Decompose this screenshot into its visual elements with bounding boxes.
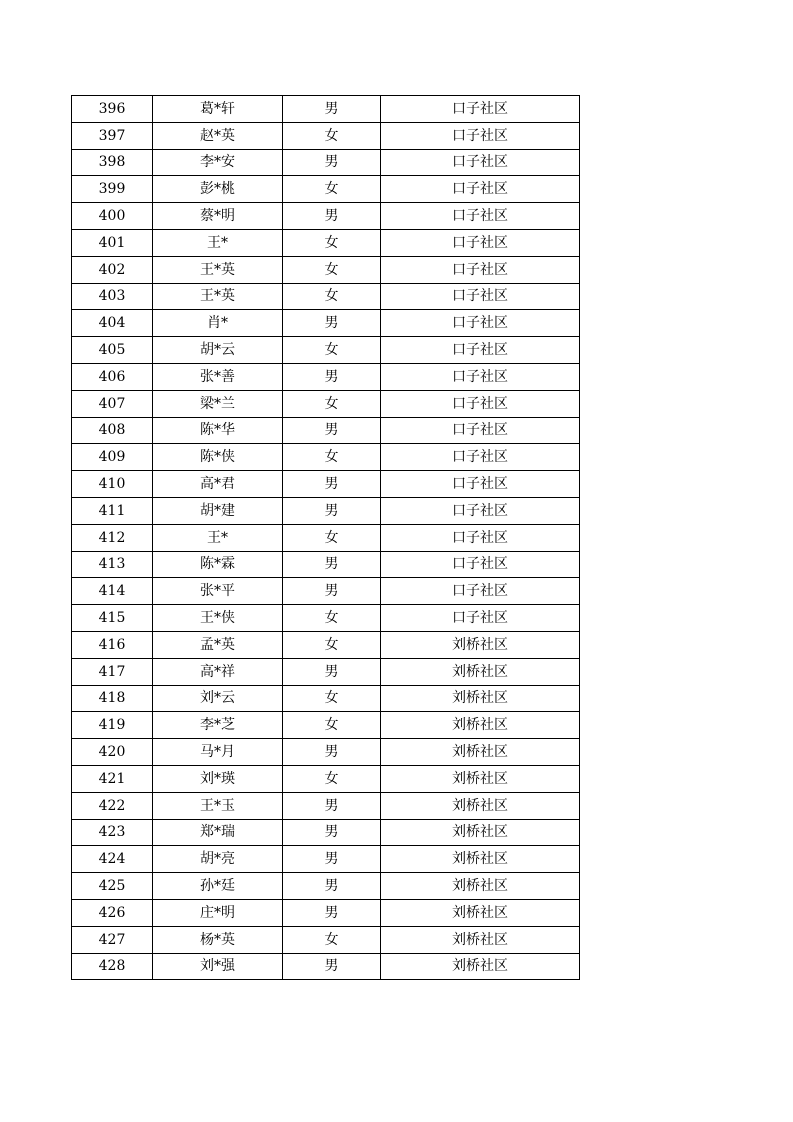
name-cell: 梁*兰 [153, 390, 283, 417]
community-cell: 刘桥社区 [381, 658, 580, 685]
name-cell: 肖* [153, 310, 283, 337]
name-cell: 彭*桃 [153, 176, 283, 203]
name-cell: 蔡*明 [153, 203, 283, 230]
gender-cell: 女 [283, 712, 381, 739]
gender-cell: 男 [283, 497, 381, 524]
name-cell: 王* [153, 524, 283, 551]
community-cell: 口子社区 [381, 149, 580, 176]
gender-cell: 男 [283, 899, 381, 926]
gender-cell: 男 [283, 203, 381, 230]
row-number-cell: 426 [72, 899, 153, 926]
gender-cell: 男 [283, 846, 381, 873]
gender-cell: 男 [283, 551, 381, 578]
table-row [72, 846, 580, 873]
gender-cell: 女 [283, 444, 381, 471]
table-row [72, 203, 580, 230]
table-row [72, 256, 580, 283]
gender-cell: 男 [283, 363, 381, 390]
community-cell: 口子社区 [381, 390, 580, 417]
community-cell: 口子社区 [381, 578, 580, 605]
name-cell: 王* [153, 229, 283, 256]
row-number-cell: 400 [72, 203, 153, 230]
name-cell: 孙*廷 [153, 873, 283, 900]
name-cell: 李*芝 [153, 712, 283, 739]
row-number-cell: 415 [72, 605, 153, 632]
gender-cell: 女 [283, 176, 381, 203]
gender-cell: 女 [283, 631, 381, 658]
name-cell: 庄*明 [153, 899, 283, 926]
row-number-cell: 411 [72, 497, 153, 524]
table-row [72, 417, 580, 444]
gender-cell: 女 [283, 685, 381, 712]
community-cell: 口子社区 [381, 524, 580, 551]
community-cell: 刘桥社区 [381, 765, 580, 792]
community-cell: 口子社区 [381, 229, 580, 256]
row-number-cell: 418 [72, 685, 153, 712]
community-cell: 口子社区 [381, 363, 580, 390]
row-number-cell: 405 [72, 337, 153, 364]
gender-cell: 男 [283, 819, 381, 846]
row-number-cell: 421 [72, 765, 153, 792]
community-cell: 口子社区 [381, 444, 580, 471]
name-cell: 王*英 [153, 256, 283, 283]
table-row [72, 283, 580, 310]
row-number-cell: 413 [72, 551, 153, 578]
row-number-cell: 412 [72, 524, 153, 551]
community-cell: 口子社区 [381, 337, 580, 364]
row-number-cell: 402 [72, 256, 153, 283]
row-number-cell: 401 [72, 229, 153, 256]
table-row [72, 96, 580, 123]
community-cell: 口子社区 [381, 497, 580, 524]
row-number-cell: 404 [72, 310, 153, 337]
row-number-cell: 427 [72, 926, 153, 953]
name-cell: 杨*英 [153, 926, 283, 953]
table-row [72, 310, 580, 337]
row-number-cell: 417 [72, 658, 153, 685]
name-cell: 高*君 [153, 471, 283, 498]
gender-cell: 女 [283, 926, 381, 953]
name-cell: 李*安 [153, 149, 283, 176]
gender-cell: 男 [283, 873, 381, 900]
row-number-cell: 422 [72, 792, 153, 819]
table-row [72, 497, 580, 524]
name-cell: 胡*亮 [153, 846, 283, 873]
gender-cell: 女 [283, 283, 381, 310]
gender-cell: 女 [283, 229, 381, 256]
table-row [72, 390, 580, 417]
name-cell: 胡*建 [153, 497, 283, 524]
row-number-cell: 414 [72, 578, 153, 605]
table-row [72, 873, 580, 900]
row-number-cell: 420 [72, 739, 153, 766]
community-cell: 口子社区 [381, 310, 580, 337]
roster-table [71, 95, 580, 980]
table-row [72, 229, 580, 256]
community-cell: 口子社区 [381, 605, 580, 632]
community-cell: 刘桥社区 [381, 899, 580, 926]
gender-cell: 男 [283, 953, 381, 980]
table-row [72, 363, 580, 390]
table-row [72, 685, 580, 712]
community-cell: 刘桥社区 [381, 873, 580, 900]
table-row [72, 899, 580, 926]
gender-cell: 男 [283, 417, 381, 444]
name-cell: 孟*英 [153, 631, 283, 658]
gender-cell: 男 [283, 792, 381, 819]
table-row [72, 819, 580, 846]
community-cell: 刘桥社区 [381, 685, 580, 712]
table-row [72, 578, 580, 605]
row-number-cell: 403 [72, 283, 153, 310]
gender-cell: 女 [283, 524, 381, 551]
gender-cell: 男 [283, 578, 381, 605]
table-row [72, 444, 580, 471]
table-row [72, 765, 580, 792]
gender-cell: 女 [283, 605, 381, 632]
community-cell: 刘桥社区 [381, 926, 580, 953]
row-number-cell: 424 [72, 846, 153, 873]
gender-cell: 女 [283, 337, 381, 364]
community-cell: 口子社区 [381, 256, 580, 283]
row-number-cell: 410 [72, 471, 153, 498]
gender-cell: 女 [283, 390, 381, 417]
name-cell: 王*英 [153, 283, 283, 310]
row-number-cell: 409 [72, 444, 153, 471]
row-number-cell: 416 [72, 631, 153, 658]
name-cell: 陈*侠 [153, 444, 283, 471]
roster-table-body [72, 96, 580, 980]
community-cell: 刘桥社区 [381, 819, 580, 846]
community-cell: 刘桥社区 [381, 792, 580, 819]
row-number-cell: 407 [72, 390, 153, 417]
community-cell: 口子社区 [381, 96, 580, 123]
name-cell: 刘*瑛 [153, 765, 283, 792]
community-cell: 口子社区 [381, 176, 580, 203]
name-cell: 王*侠 [153, 605, 283, 632]
community-cell: 口子社区 [381, 417, 580, 444]
gender-cell: 男 [283, 471, 381, 498]
community-cell: 口子社区 [381, 471, 580, 498]
gender-cell: 男 [283, 149, 381, 176]
name-cell: 赵*英 [153, 122, 283, 149]
name-cell: 陈*霖 [153, 551, 283, 578]
gender-cell: 男 [283, 310, 381, 337]
gender-cell: 女 [283, 256, 381, 283]
row-number-cell: 419 [72, 712, 153, 739]
name-cell: 陈*华 [153, 417, 283, 444]
gender-cell: 男 [283, 658, 381, 685]
name-cell: 王*玉 [153, 792, 283, 819]
table-row [72, 471, 580, 498]
table-row [72, 953, 580, 980]
community-cell: 刘桥社区 [381, 953, 580, 980]
row-number-cell: 423 [72, 819, 153, 846]
community-cell: 刘桥社区 [381, 739, 580, 766]
table-row [72, 605, 580, 632]
table-row [72, 926, 580, 953]
name-cell: 郑*瑞 [153, 819, 283, 846]
table-row [72, 524, 580, 551]
name-cell: 刘*云 [153, 685, 283, 712]
gender-cell: 女 [283, 122, 381, 149]
gender-cell: 男 [283, 96, 381, 123]
table-row [72, 176, 580, 203]
row-number-cell: 428 [72, 953, 153, 980]
row-number-cell: 408 [72, 417, 153, 444]
name-cell: 刘*强 [153, 953, 283, 980]
row-number-cell: 398 [72, 149, 153, 176]
name-cell: 葛*轩 [153, 96, 283, 123]
table-row [72, 739, 580, 766]
community-cell: 口子社区 [381, 283, 580, 310]
table-row [72, 658, 580, 685]
name-cell: 马*月 [153, 739, 283, 766]
row-number-cell: 397 [72, 122, 153, 149]
gender-cell: 女 [283, 765, 381, 792]
community-cell: 口子社区 [381, 203, 580, 230]
community-cell: 刘桥社区 [381, 712, 580, 739]
gender-cell: 男 [283, 739, 381, 766]
community-cell: 口子社区 [381, 551, 580, 578]
name-cell: 高*祥 [153, 658, 283, 685]
table-row [72, 122, 580, 149]
table-row [72, 149, 580, 176]
name-cell: 张*善 [153, 363, 283, 390]
table-row [72, 631, 580, 658]
table-row [72, 551, 580, 578]
name-cell: 胡*云 [153, 337, 283, 364]
table-row [72, 712, 580, 739]
community-cell: 刘桥社区 [381, 846, 580, 873]
row-number-cell: 425 [72, 873, 153, 900]
community-cell: 刘桥社区 [381, 631, 580, 658]
table-row [72, 792, 580, 819]
row-number-cell: 396 [72, 96, 153, 123]
name-cell: 张*平 [153, 578, 283, 605]
community-cell: 口子社区 [381, 122, 580, 149]
row-number-cell: 399 [72, 176, 153, 203]
row-number-cell: 406 [72, 363, 153, 390]
table-row [72, 337, 580, 364]
